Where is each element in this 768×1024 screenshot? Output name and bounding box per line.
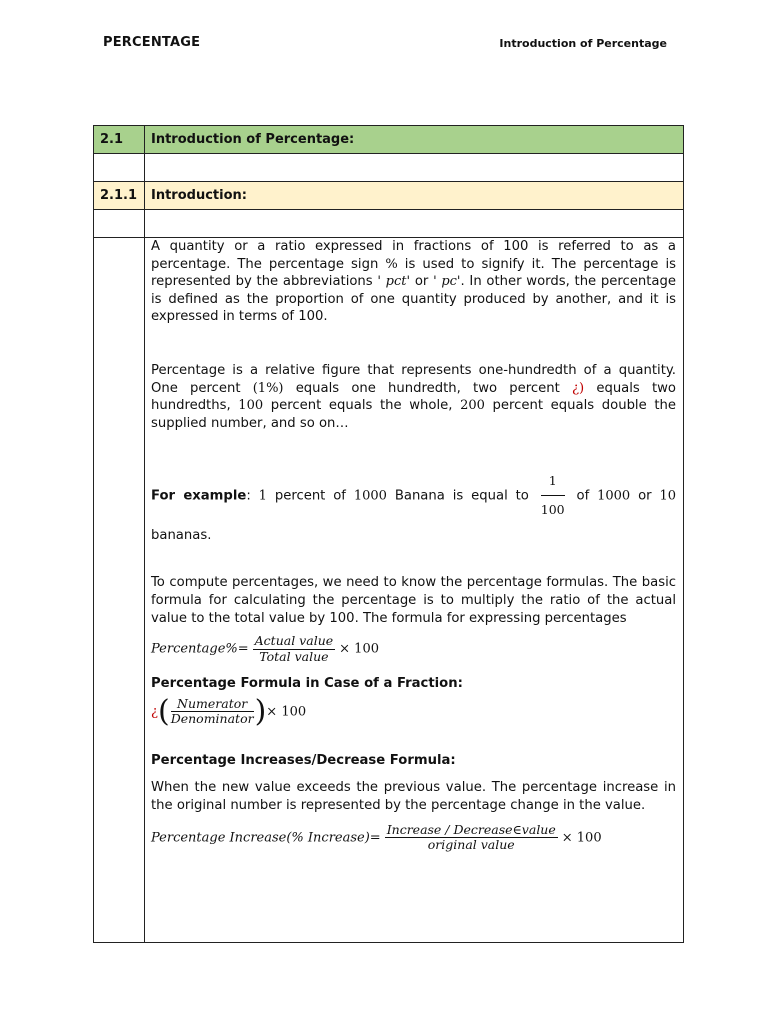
formula-denominator: Total value [259,648,329,664]
blank-row [94,154,684,182]
body-row [94,238,684,943]
text-run: percent of [266,488,354,504]
number-200: 200 [460,398,485,414]
formula-percentage [151,635,676,663]
fraction-denominator: 100 [540,502,565,518]
number: 1000 [353,488,387,504]
formula-rhs: × 100 [561,830,602,845]
content-table [93,125,684,943]
blank-cell [94,238,145,943]
formula-numerator: Numerator [177,695,248,711]
formula-fraction [385,821,558,852]
body-cell [145,238,684,943]
section-row [94,126,684,154]
formula-numerator: Increase / Decrease∈value [386,821,556,837]
formula-denominator: original value [427,837,515,852]
inverted-question-mark: ¿ [151,704,158,720]
formula-rhs: × 100 [339,641,379,657]
text-run: or [410,274,434,290]
formula-numerator: Actual value [254,633,334,649]
formula-fraction [170,695,254,727]
formula-lhs: Percentage%= [151,641,249,657]
text-run: Banana is equal to [386,488,537,504]
section-number: 2.1 [94,126,145,154]
text-run: Percentage is a relative figure that represents one-hundredth of a quantity. One percent [151,362,676,396]
section-title: Introduction of Percentage: [145,126,684,154]
text-run: : [246,488,259,504]
paragraph-relative-figure [151,362,676,432]
blank-cell [145,210,684,238]
text-run: percent equals double the supplied number, and so on… [151,398,676,431]
formula-lhs-paren: (% Increase)= [286,830,381,845]
pct-abbreviation: ' pct' [377,274,411,290]
one-percent: (1%) [252,380,284,396]
formula-fraction-percentage: ¿( $\frac{\text{Numerator}}{\text{Denominator}}$ )× 100 [151,693,307,729]
blank-cell [94,154,145,182]
fraction-numerator: 1 [541,468,565,496]
subsection-row [94,182,684,210]
fraction-one-hundredth [541,468,565,523]
paragraph-definition [151,238,676,326]
example-label: For example [151,488,247,504]
pc-abbreviation: ' pc' [433,274,461,290]
number-100: 100 [238,398,264,414]
inverted-question-mark: ¿) [571,380,585,396]
text-run: . In other words, the percentage is defined as the proportion of one quantity produced by another, and it is expressed in terms of 100. [151,274,676,325]
number: 1000 [597,488,631,504]
text-run: A quantity or a ratio expressed in fractions of 100 is referred to as a percentage. The percentage sign [151,239,676,272]
text-run: percent equals the whole, [263,398,461,414]
number: 1 [258,488,267,504]
heading-increase-decrease: Percentage Increases/Decrease Formula: [151,752,456,768]
paragraph-compute: To compute percentages, we need to know the percentage formulas. The basic formula for calculating the percentage is to multiply the ratio of the actual value to the total value by 100. The formula for expressing percentages [151,575,676,626]
text-run: of [568,488,598,504]
formula-lhs: Percentage Increase [151,830,287,845]
heading-fraction-formula: Percentage Formula in Case of a Fraction: [151,676,463,692]
blank-row [94,210,684,238]
formula-denominator: Denominator [170,711,254,727]
text-run: is used to signify it. The percentage is represented by the abbreviations [151,256,676,290]
paragraph-increase: When the new value exceeds the previous value. The percentage increase in the original number is represented by the percentage change in the value. [151,780,676,813]
formula-fraction [253,635,336,663]
blank-cell [145,154,684,182]
blank-cell [94,210,145,238]
text-run: or [630,488,660,504]
percent-sign: % [385,256,398,272]
header-subtitle: Introduction of Percentage [499,37,667,50]
text-run: bananas. [151,528,212,544]
subsection-number: 2.1.1 [94,182,145,210]
header-title: PERCENTAGE [103,35,201,50]
paragraph-example [151,468,676,549]
text-run: equals two hundredths, [151,380,677,414]
number: 10 [659,488,677,504]
subsection-title: Introduction: [145,182,684,210]
text-run: equals one hundredth, two percent [283,380,572,396]
formula-rhs: × 100 [266,704,307,720]
formula-percentage-increase [151,821,676,852]
